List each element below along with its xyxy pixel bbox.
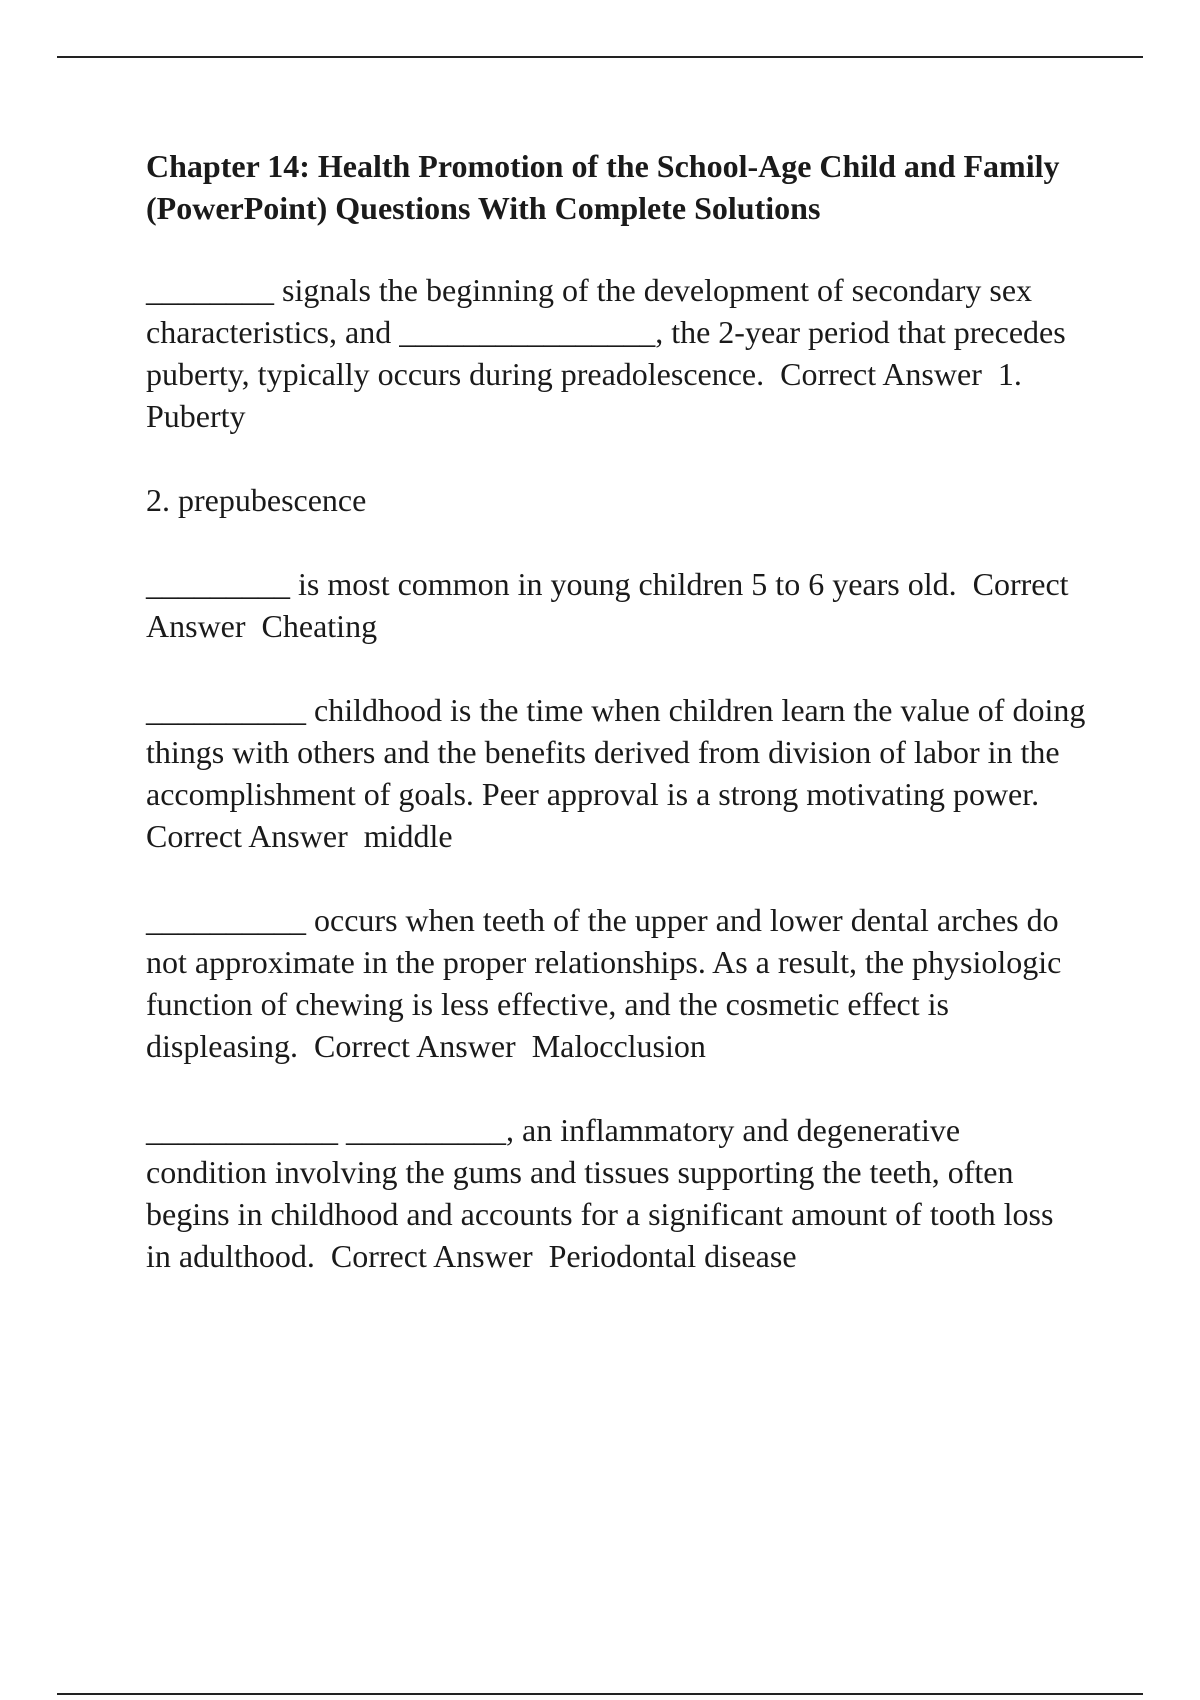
document-body [146,145,1094,1277]
qa-entry-malocclusion: __________ occurs when teeth of the upper and lower dental arches do not approximate in the proper relationships. As a result, the physiologic function of chewing is less effective, and the cosmetic effect is displeasing. Correct Answer Malocclusion [146,902,1070,1064]
qa-entry-cheating: _________ is most common in young children 5 to 6 years old. Correct Answer Cheating [146,566,1075,644]
document-title: Chapter 14: Health Promotion of the School-Age Child and Family (PowerPoint) Questions With Complete Solutions [146,148,1060,226]
qa-entry-middle-childhood: __________ childhood is the time when children learn the value of doing things with others and the benefits derived from division of labor in the accomplishment of goals. Peer approval is a strong motivating power. Correct Answer middle [146,692,1094,854]
top-rule [57,56,1143,58]
qa-entry-puberty: ________ signals the beginning of the development of secondary sex characteristics, and ________________, the 2-year period that precedes puberty, typically occurs during preadolescence. Correct Answer 1. Puberty [146,272,1074,434]
qa-entry-periodontal-disease: ____________ __________, an inflammatory and degenerative condition involving the gums and tissues supporting the teeth, often begins in childhood and accounts for a significant amount of tooth loss in adulthood. Correct Answer Periodontal disease [146,1112,1062,1274]
qa-entry-prepubescence: 2. prepubescence [146,482,367,518]
bottom-rule [57,1693,1143,1695]
